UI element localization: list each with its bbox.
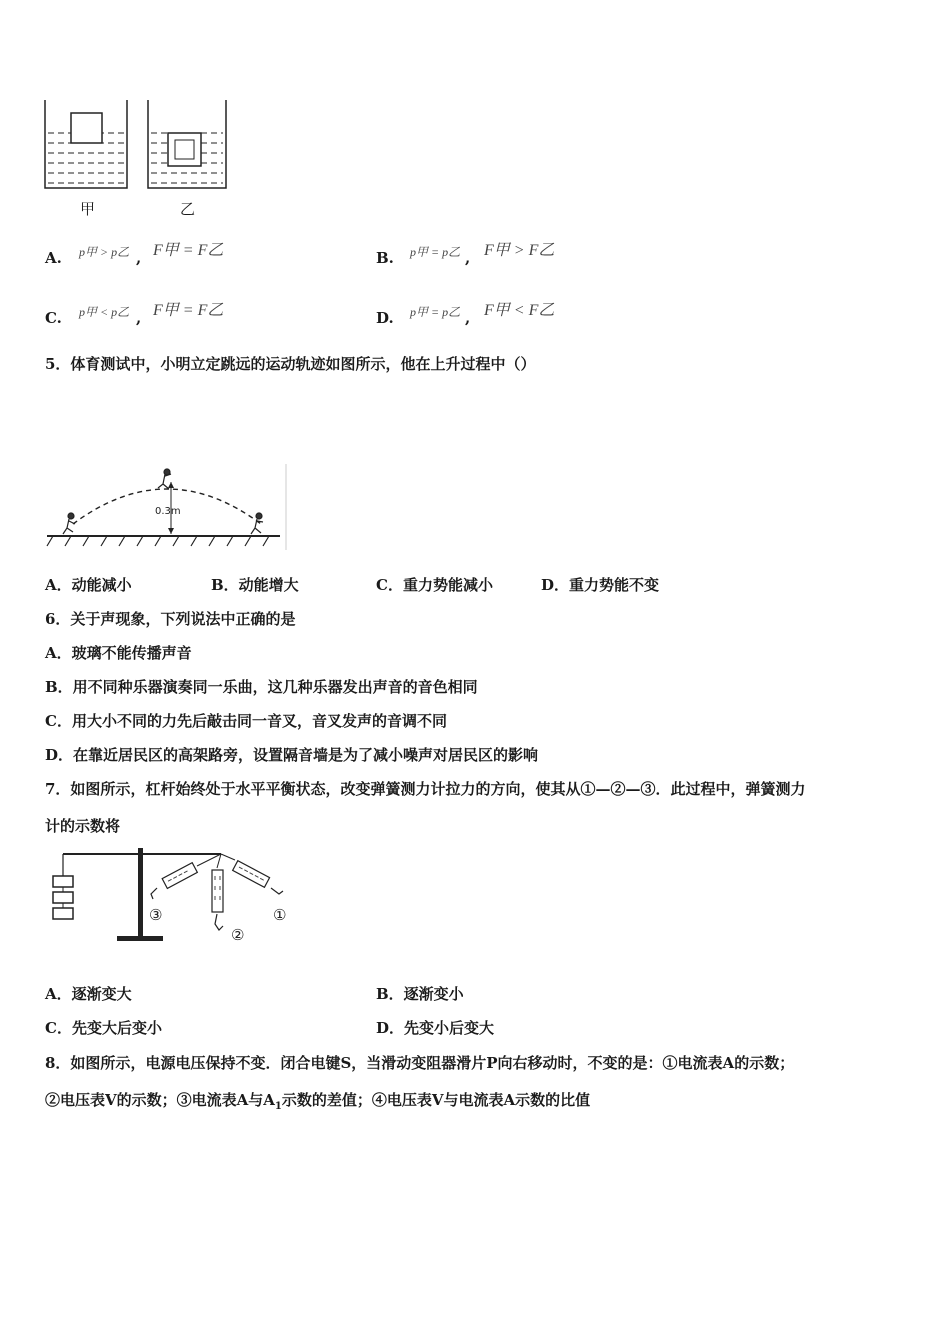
q4-option-a-pressure: p甲 > p乙 — [79, 245, 130, 259]
q4-option-d-sep: , — [465, 309, 471, 327]
q4-option-b-letter: B. — [376, 249, 394, 267]
lever-mark-1: ① — [273, 906, 287, 924]
q7-stem-line1: 7．如图所示，杠杆始终处于水平平衡状态，改变弹簧测力计拉力的方向，使其从①—②—③．此过程中，弹簧测力 — [45, 780, 806, 798]
q5-option-d: D．重力势能不变 — [541, 576, 660, 594]
q8-stem-line2-subscript: 1 — [274, 1101, 282, 1112]
q4-option-c-sep: , — [136, 309, 142, 327]
lever-figure — [45, 842, 305, 950]
long-jump-height-label: 0.3m — [155, 506, 181, 517]
q4-option-d-letter: D. — [376, 309, 394, 327]
q6-option-a: A．玻璃不能传播声音 — [45, 644, 192, 662]
q4-option-b-force: F甲 > F乙 — [484, 242, 555, 259]
q7-option-d: D．先变小后变大 — [376, 1019, 495, 1037]
beaker-label-yi: 乙 — [180, 200, 196, 218]
q4-option-c-letter: C. — [45, 309, 62, 327]
q5-option-b: B．动能增大 — [211, 576, 299, 594]
q4-option-b-sep: , — [465, 249, 471, 267]
q7-option-a: A．逐渐变大 — [45, 985, 132, 1003]
beaker-jia — [45, 100, 127, 188]
q4-option-d-force: F甲 < F乙 — [484, 302, 555, 319]
q6-stem: 6．关于声现象，下列说法中正确的是 — [45, 610, 296, 628]
q4-option-c-force: F甲 = F乙 — [153, 302, 224, 319]
q4-option-a-letter: A. — [45, 249, 62, 267]
q7-option-b: B．逐渐变小 — [376, 985, 464, 1003]
beaker-label-jia: 甲 — [80, 200, 96, 218]
q4-option-a-sep: , — [136, 249, 142, 267]
q4-option-c-pressure: p甲 < p乙 — [79, 305, 130, 319]
q5-stem: 5．体育测试中，小明立定跳远的运动轨迹如图所示，他在上升过程中（） — [45, 355, 536, 373]
q5-option-c: C．重力势能减小 — [376, 576, 493, 594]
q5-option-a: A．动能减小 — [45, 576, 132, 594]
beakers-figure — [40, 95, 240, 220]
q8-stem-line1: 8．如图所示，电源电压保持不变．闭合电键S，当滑动变阻器滑片P向右移动时，不变的是：①电流表A的示数； — [45, 1054, 795, 1072]
q4-option-a-force: F甲 = F乙 — [153, 242, 224, 259]
q8-stem-line2-part1: ②电压表V的示数；③电流表A与A — [45, 1091, 275, 1109]
lever-mark-3: ③ — [149, 906, 163, 924]
q6-option-d: D．在靠近居民区的高架路旁，设置隔音墙是为了减小噪声对居民区的影响 — [45, 746, 539, 764]
q6-option-c: C．用大小不同的力先后敲击同一音叉，音叉发声的音调不同 — [45, 712, 447, 730]
q7-stem-line2: 计的示数将 — [45, 817, 121, 835]
q8-stem-line2 — [45, 1090, 590, 1117]
lever-mark-2: ② — [231, 926, 245, 944]
q4-option-d-pressure: p甲 = p乙 — [410, 305, 461, 319]
q4-option-b-pressure: p甲 = p乙 — [410, 245, 461, 259]
beaker-yi — [148, 100, 226, 188]
q6-option-b: B．用不同种乐器演奏同一乐曲，这几种乐器发出声音的音色相同 — [45, 678, 478, 696]
long-jump-figure — [45, 462, 290, 554]
q8-stem-line2-part2: 示数的差值；④电压表V与电流表A示数的比值 — [281, 1091, 591, 1109]
q7-option-c: C．先变大后变小 — [45, 1019, 162, 1037]
